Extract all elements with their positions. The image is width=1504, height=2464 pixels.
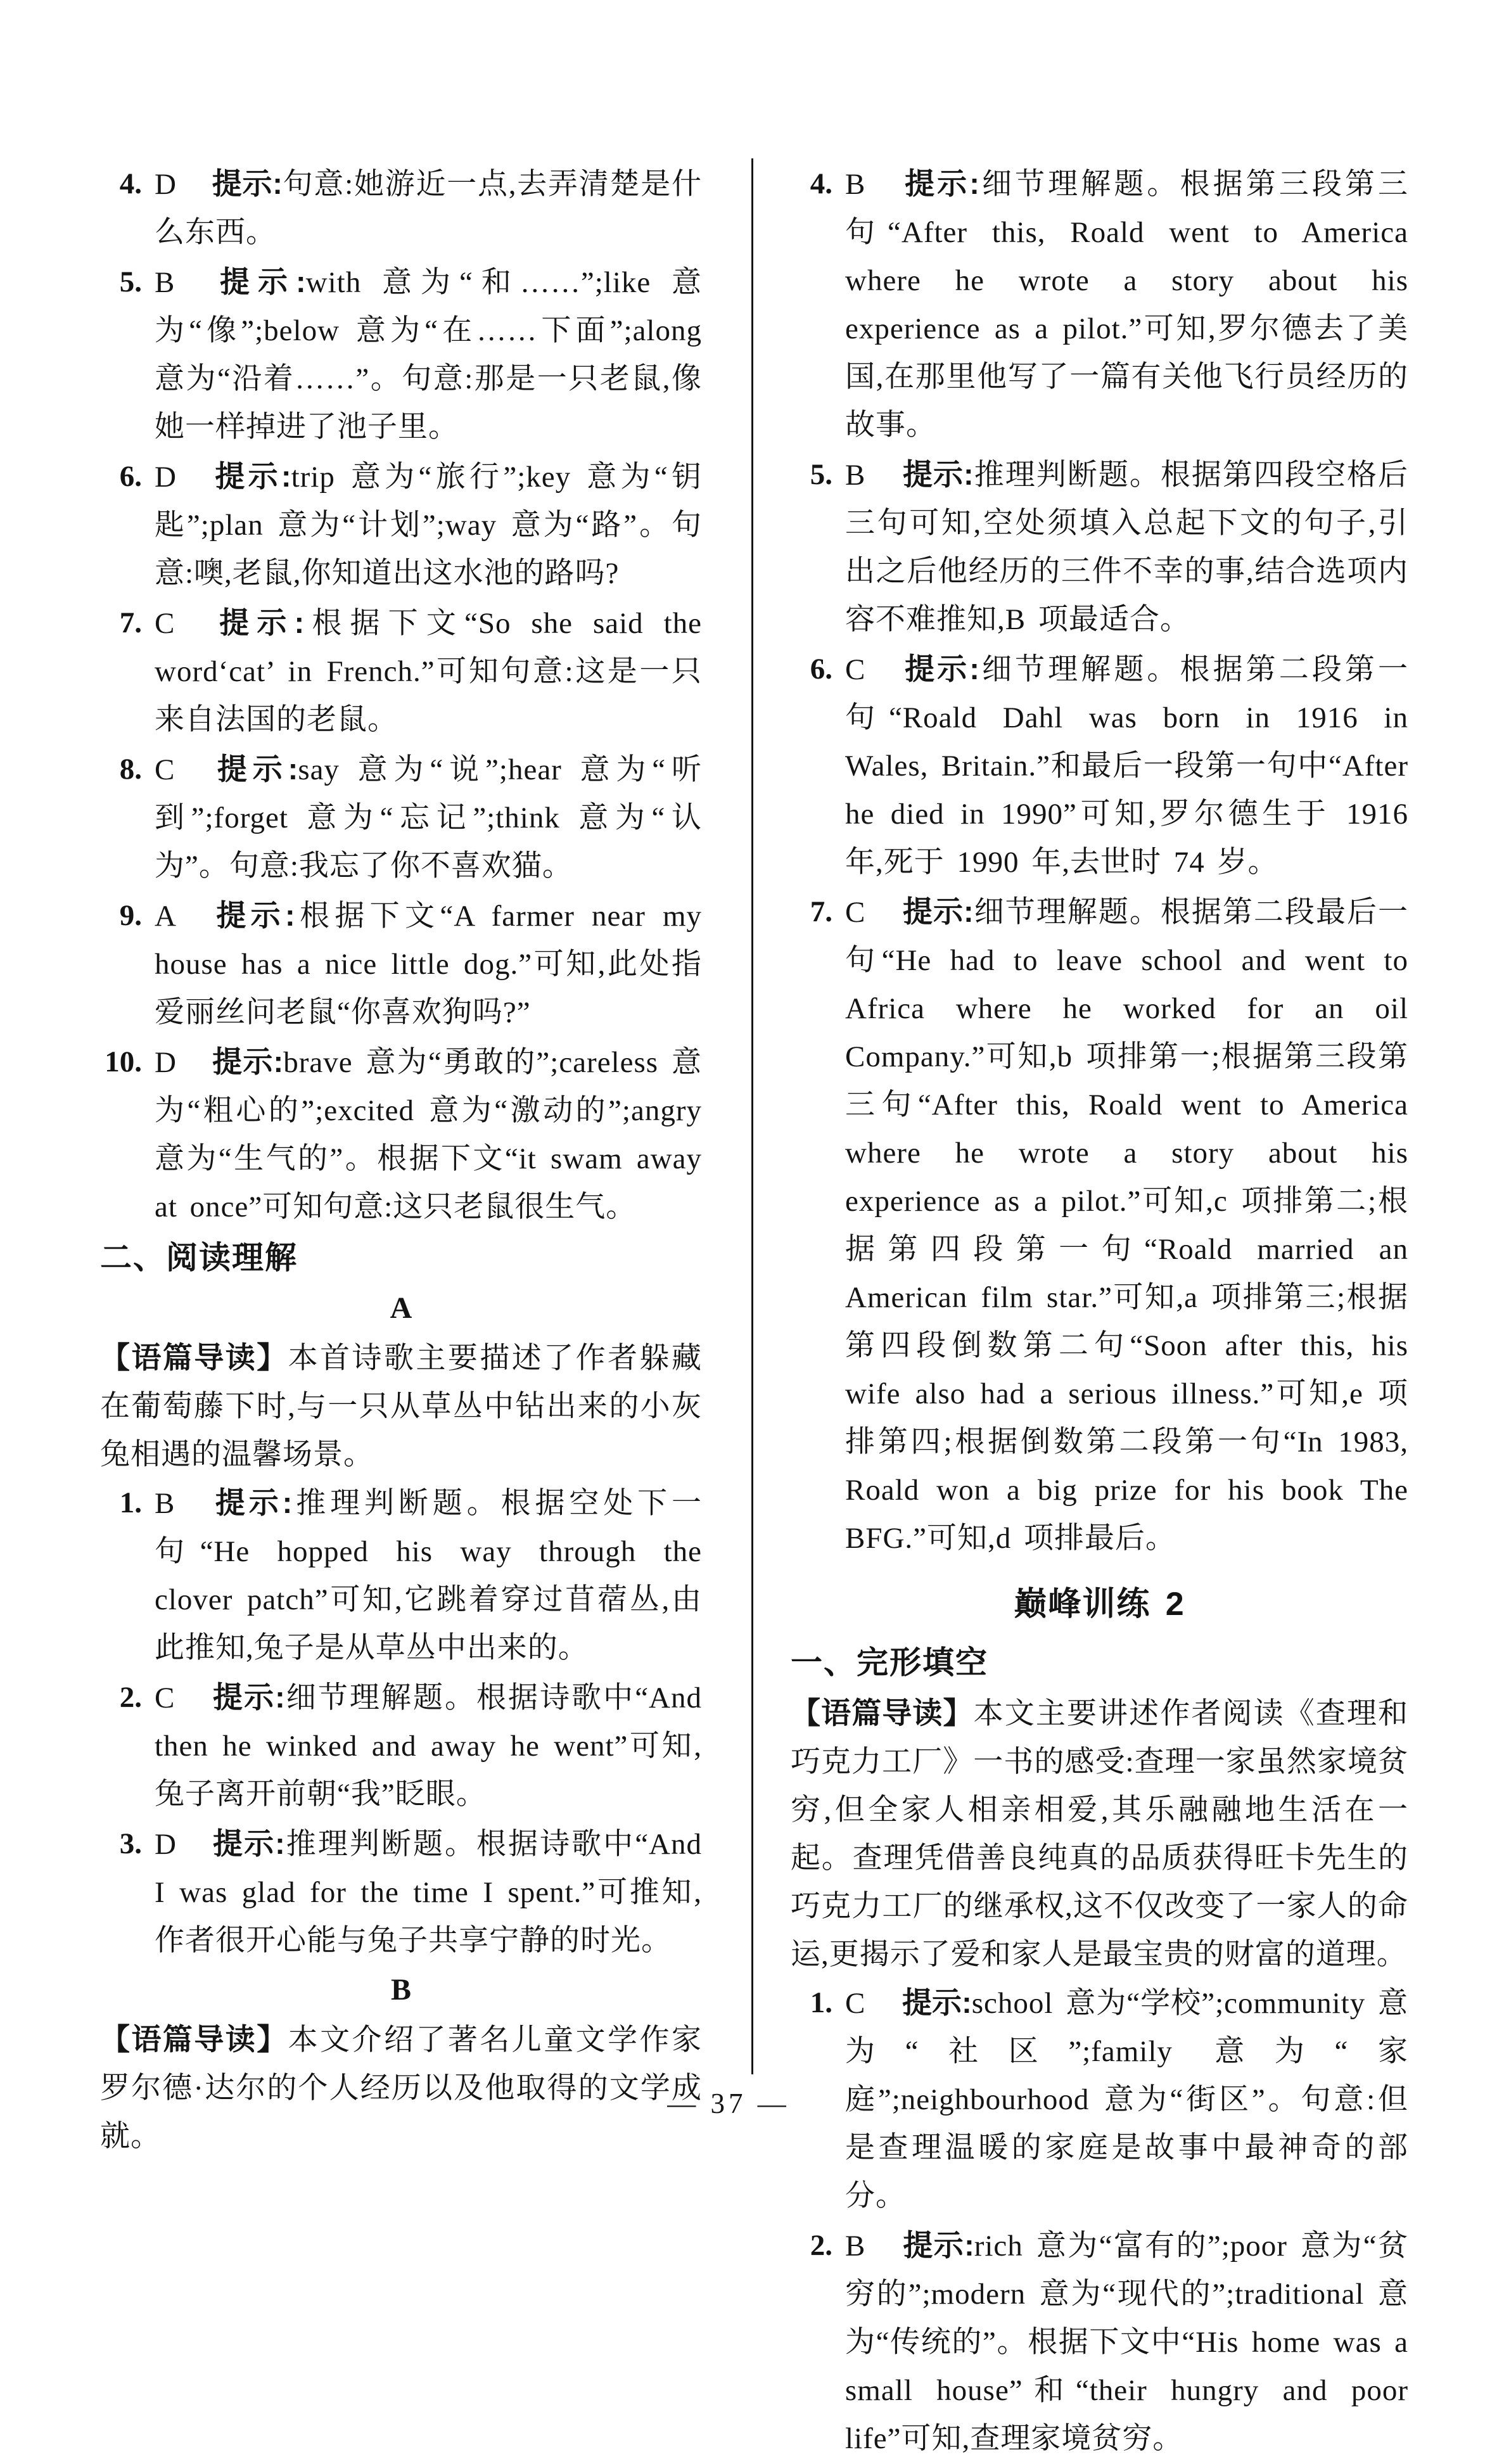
answer-item: [100, 1479, 702, 1672]
item-answer-letter: D: [155, 461, 176, 494]
passage-a-intro: [100, 1334, 702, 1479]
hint-text: 根据下文“So she said the word‘cat’ in French.”可知句意:这是一只来自法国的老鼠。: [155, 607, 703, 736]
hint-label: 提示:: [212, 1045, 284, 1078]
cloze-intro-text: 本文主要讲述作者阅读《查理和巧克力工厂》一书的感受:查理一家虽然家境贫穷,但全家人相亲相爱,其乐融融地生活在一起。查理凭借善良纯真的品质获得旺卡先生的巧克力工厂的继承权,这不仅改变了一家人的命运,更揭示了爱和家人是最宝贵的财富的道理。: [791, 1697, 1409, 1971]
hint-label: 提示:: [902, 457, 974, 491]
hint-label: 提示:: [212, 1486, 293, 1519]
item-number: 8.: [119, 753, 142, 786]
hint-label: 提示:: [212, 898, 295, 932]
answer-item: [100, 258, 702, 451]
answer-item: [791, 160, 1408, 449]
hint-text: 细节理解题。根据第二段最后一句“He had to leave school and went to Africa where he worked for an oil Company.”可知,b 项排第一;根据第三段第三句“After this, Roald went to America where he wrote a story about his experience as a pilot.”可知,c 项排第二;根据第四段第一句“Roald married an American film star.”可知,a 项排第三;根据第四段倒数第二句“Soon after this, his wife also had a serious illness.”可知,e 项排第四;根据倒数第二段第一句“In 1983, Roald won a big prize for his book The BFG.”可知,d 项排最后。: [845, 896, 1409, 1555]
item-answer-letter: C: [845, 653, 865, 686]
hint-text: 推理判断题。根据空处下一句“He hopped his way through the clover patch”可知,它跳着穿过苜蓿丛,由此推知,兔子是从草丛中出来的。: [155, 1487, 703, 1664]
item-answer-letter: B: [845, 459, 865, 492]
hint-text: 细节理解题。根据第三段第三句“After this, Roald went to America where he wrote a story about his experience as a pilot.”可知,罗尔德去了美国,在那里他写了一篇有关他飞行员经历的故事。: [845, 168, 1408, 442]
answer-item: [100, 891, 702, 1037]
item-number: 1.: [119, 1486, 142, 1519]
hint-label: 提示:: [212, 459, 291, 493]
hint-label: 提示:: [902, 895, 974, 928]
hint-label: 提示:: [212, 1680, 285, 1714]
page-number: — 37 —: [667, 2088, 790, 2119]
item-number: 1.: [810, 1986, 832, 2019]
hint-text: 句意:她游近一点,去弄清楚是什么东西。: [155, 168, 703, 249]
hint-label: 提示:: [902, 652, 979, 686]
answer-item: [100, 599, 702, 744]
answer-item: [100, 1673, 702, 1818]
item-number: 9.: [119, 899, 142, 932]
section-heading-cloze: 一、完形填空: [791, 1645, 988, 1680]
item-answer-letter: C: [155, 607, 175, 640]
item-number: 3.: [119, 1827, 142, 1860]
item-answer-letter: C: [845, 1987, 865, 2020]
item-answer-letter: B: [155, 266, 175, 299]
item-answer-letter: D: [155, 168, 176, 201]
hint-text: school 意为“学校”;community 意为“社区”;family 意为“家庭”;neighbourhood 意为“街区”。句意:但是查理温暖的家庭是故事中最神奇的部分。: [845, 1987, 1408, 2212]
answer-item: [100, 1038, 702, 1231]
hint-label: 提示:: [212, 606, 305, 639]
hint-text: trip 意为“旅行”;key 意为“钥匙”;plan 意为“计划”;way 意为“路”。句意:噢,老鼠,你知道出这水池的路吗?: [155, 461, 702, 590]
item-number: 10.: [105, 1045, 142, 1078]
item-answer-letter: D: [155, 1828, 176, 1861]
item-answer-letter: D: [155, 1046, 176, 1079]
passage-a-label: A: [390, 1291, 412, 1325]
answer-item: [791, 645, 1408, 886]
answer-item: [791, 450, 1408, 644]
hint-label: 提示:: [212, 752, 298, 786]
item-number: 2.: [810, 2229, 832, 2262]
cloze-intro: [791, 1689, 1408, 1979]
item-number: 6.: [119, 460, 142, 493]
passage-b-label: B: [390, 1973, 411, 2007]
hint-label: 提示:: [212, 1827, 285, 1860]
passage-b-intro-text: 本文介绍了著名儿童文学作家罗尔德·达尔的个人经历以及他取得的文学成就。: [100, 2024, 703, 2153]
item-answer-letter: B: [845, 168, 865, 201]
hint-text: 细节理解题。根据第二段第一句“Roald Dahl was born in 1916 in Wales, Britain.”和最后一段第一句中“After he died in 1990”可知,罗尔德生于 1916 年,死于 1990 年,去世时 74 岁。: [845, 653, 1408, 879]
item-number: 4.: [119, 167, 142, 200]
item-number: 6.: [810, 653, 832, 686]
intro-label: 【语篇导读】: [791, 1696, 974, 1730]
answer-item: [791, 2221, 1408, 2463]
hint-text: 推理判断题。根据诗歌中“And I was glad for the time I spent.”可推知,作者很开心能与兔子共享宁静的时光。: [155, 1828, 702, 1957]
item-answer-letter: C: [155, 1682, 175, 1714]
hint-text: say 意为“说”;hear 意为“听到”;forget 意为“忘记”;think 意为“认为”。句意:我忘了你不喜欢猫。: [155, 753, 702, 883]
item-number: 5.: [119, 265, 142, 298]
answer-item: [100, 1820, 702, 1965]
hint-text: brave 意为“勇敢的”;careless 意为“粗心的”;excited 意为“激动的”;angry 意为“生气的”。根据下文“it swam away at once”可知句意:这只老鼠很生气。: [155, 1046, 702, 1223]
answer-item: [100, 745, 702, 890]
hint-label: 提示:: [902, 167, 979, 200]
intro-label: 【语篇导读】: [100, 1341, 288, 1374]
hint-text: 根据下文“A farmer near my house has a nice little dog.”可知,此处指爱丽丝问老鼠“你喜欢狗吗?”: [155, 900, 703, 1029]
hint-label: 提示:: [902, 2228, 974, 2262]
hint-label: 提示:: [902, 1986, 972, 2019]
item-answer-letter: B: [845, 2230, 865, 2263]
left-column: [100, 160, 702, 2161]
intro-label: 【语篇导读】: [100, 2022, 288, 2056]
hint-text: 推理判断题。根据第四段空格后三句可知,空处须填入总起下文的句子,引出之后他经历的三件不幸的事,结合选项内容不难推知,B 项最适合。: [845, 459, 1409, 636]
section-heading-reading: 二、阅读理解: [100, 1240, 298, 1275]
hint-label: 提示:: [212, 265, 306, 298]
column-divider-rule: [751, 158, 753, 2074]
answer-item: [100, 160, 702, 257]
answer-item: [100, 452, 702, 597]
hint-label: 提示:: [212, 167, 283, 200]
item-number: 7.: [810, 895, 832, 928]
item-answer-letter: B: [155, 1487, 175, 1520]
item-answer-letter: A: [155, 900, 176, 933]
item-number: 4.: [810, 167, 832, 200]
hint-text: with 意为“和……”;like 意为“像”;below 意为“在……下面”;along 意为“沿着……”。句意:那是一只老鼠,像她一样掉进了池子里。: [155, 266, 702, 444]
hint-text: 细节理解题。根据诗歌中“And then he winked and away he went”可知,兔子离开前朝“我”眨眼。: [155, 1682, 702, 1811]
item-answer-letter: C: [155, 753, 175, 786]
item-number: 2.: [119, 1681, 142, 1714]
hint-text: rich 意为“富有的”;poor 意为“贫穷的”;modern 意为“现代的”;traditional 意为“传统的”。根据下文中“His home was a small house”和“their hungry and poor life”可知,查理家境贫穷。: [845, 2230, 1408, 2455]
training-section-heading: 巅峰训练 2: [1014, 1586, 1185, 1623]
passage-a-intro-text: 本首诗歌主要描述了作者躲藏在葡萄藤下时,与一只从草丛中钻出来的小灰兔相遇的温馨场景。: [100, 1342, 703, 1471]
answer-item: [791, 888, 1408, 1562]
item-number: 5.: [810, 458, 832, 491]
item-answer-letter: C: [845, 896, 865, 929]
item-number: 7.: [119, 606, 142, 639]
